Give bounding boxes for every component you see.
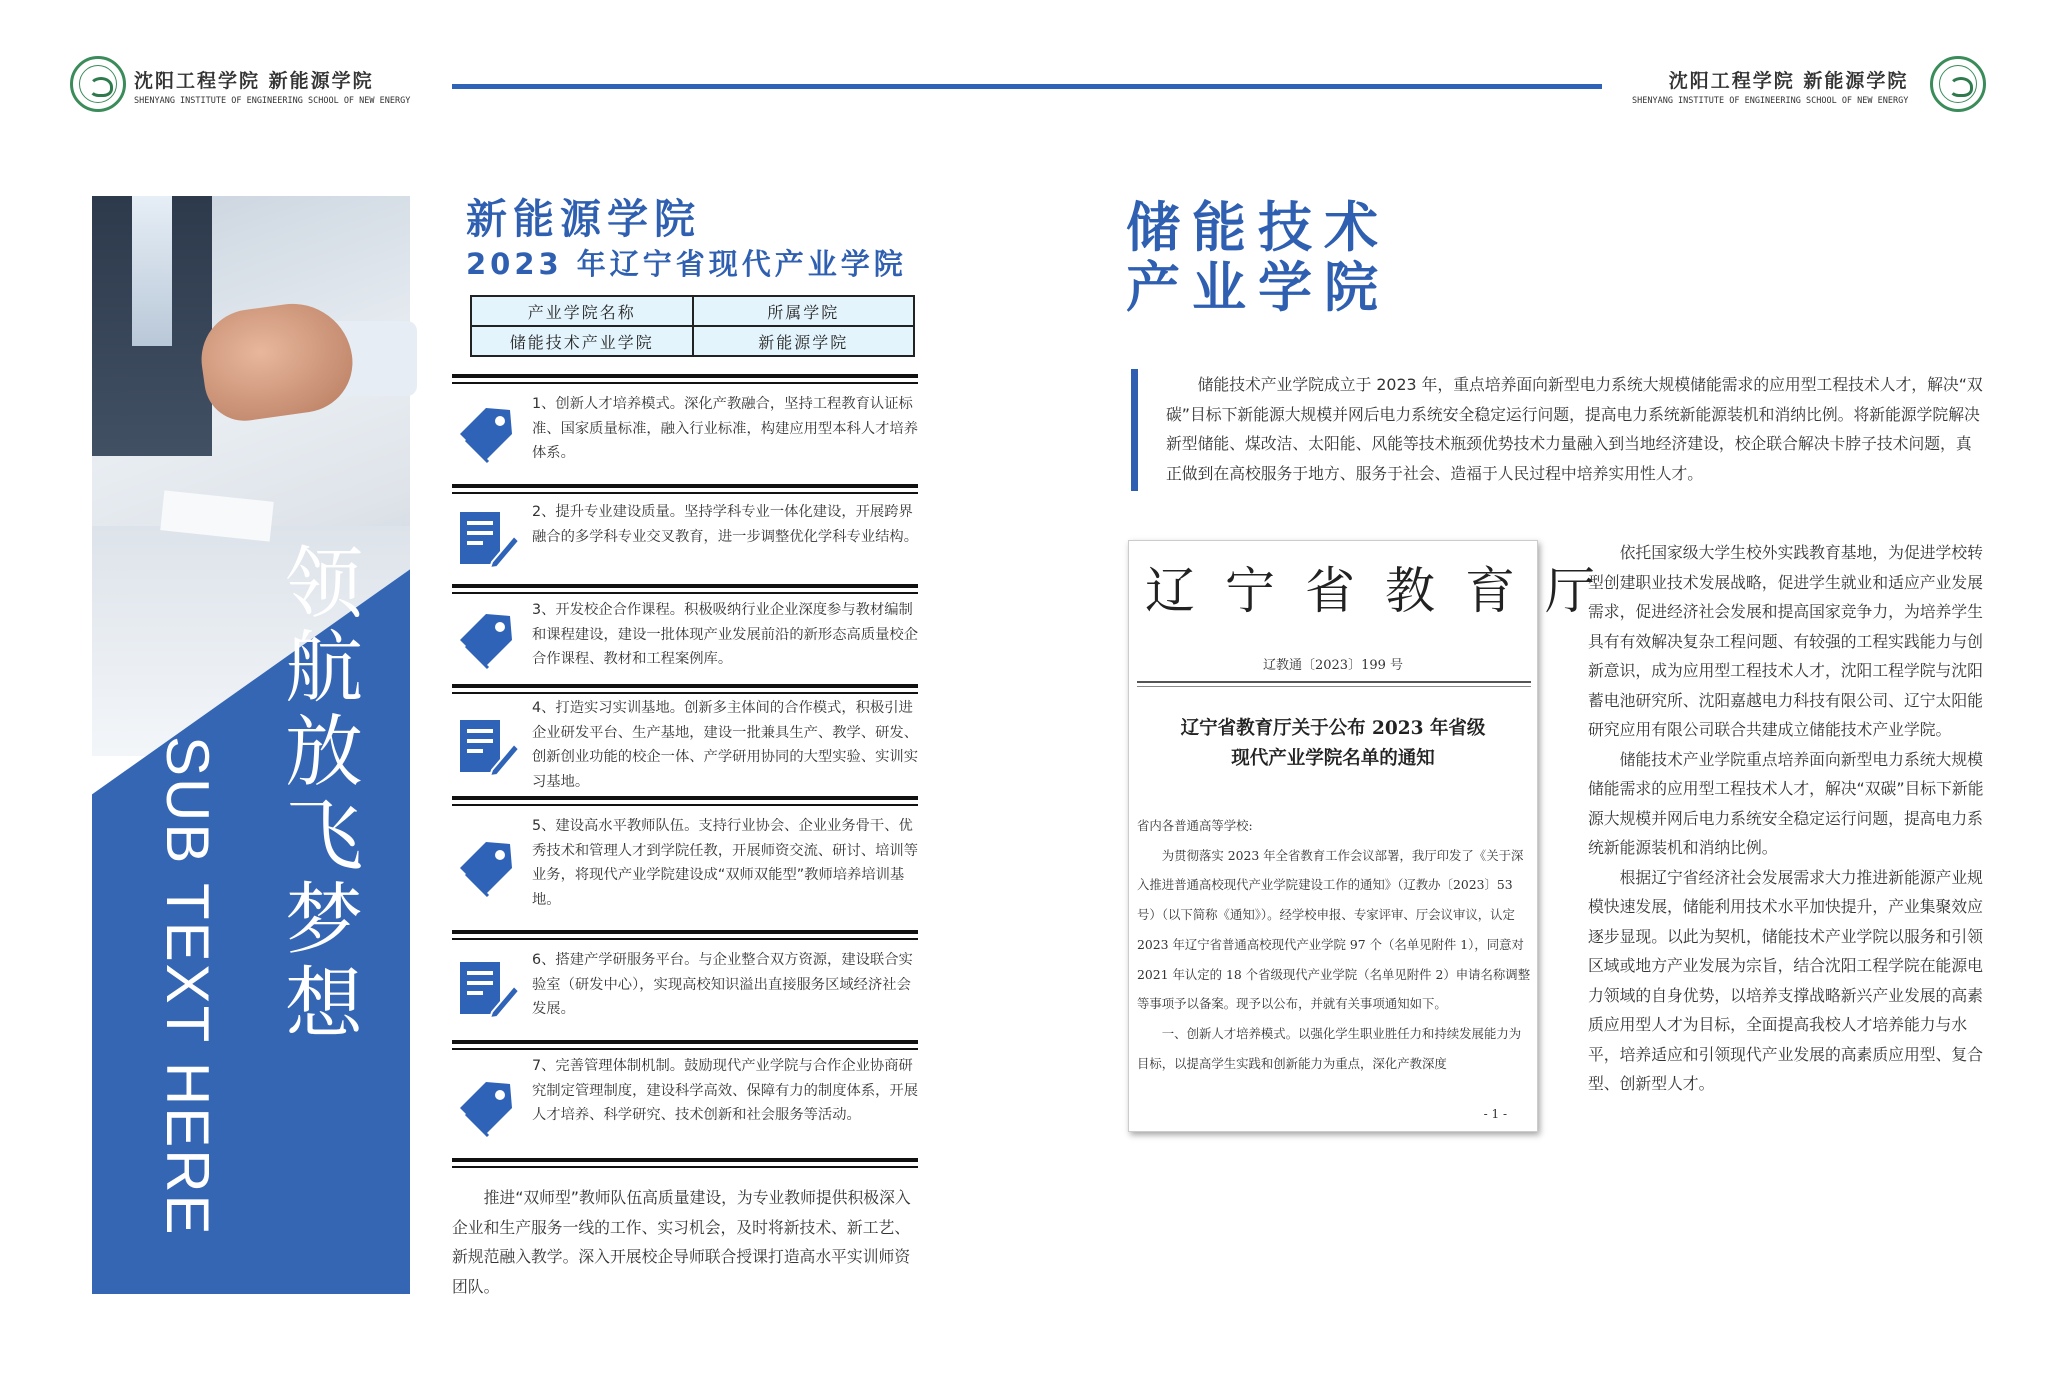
header-right-cn: 沈阳工程学院 新能源学院: [1668, 70, 1909, 92]
document-body: [1137, 811, 1533, 1078]
table-cell: 新能源学院: [693, 326, 915, 356]
college-description: [1588, 538, 1988, 1099]
document-number: 辽教通〔2023〕199 号: [1262, 658, 1404, 673]
list-item: [452, 484, 918, 584]
header-right-en: SHENYANG INSTITUTE OF ENGINEERING SCHOOL OF NEW ENERGY: [1632, 96, 1909, 106]
document-header: 辽宁省教育厅: [1145, 562, 1625, 620]
header-rule: [452, 84, 1602, 89]
intro-paragraph: 储能技术产业学院成立于 2023 年，重点培养面向新型电力系统大规模储能需求的应用型工程技术人才，解决“双碳”目标下新能源大规模并网后电力系统安全稳定运行问题，提高电力系统新能源装机和消纳比例。将新能源学院解决新型储能、煤改洁、太阳能、风能等技术瓶颈优势技术力量融入到当地经济建设，校企联合解决卡脖子技术问题，真正做到在高校服务于地方、服务于社会、造福于人民过程中培养实用性人才。: [1166, 375, 1983, 483]
list-item: [452, 584, 918, 684]
document-edit-icon: [452, 504, 522, 574]
college-title-line2: 产业学院: [1126, 256, 1390, 319]
section-subtitle: 2023 年辽宁省现代产业学院: [466, 247, 907, 281]
list-item-text: 3、开发校企合作课程。积极吸纳行业企业深度参与教材编制和课程建设，建设一批体现产业发展前沿的新形态高质量校企合作课程、教材和工程案例库。: [532, 602, 919, 667]
header-left-cn: 沈阳工程学院 新能源学院: [134, 70, 374, 92]
banner-subtext: SUB TEXT HERE: [154, 736, 221, 1237]
table-cell: 储能技术产业学院: [471, 326, 693, 356]
document-edit-icon: [452, 712, 522, 782]
document-page-number: - 1 -: [1483, 1107, 1507, 1121]
list-item: [452, 930, 918, 1040]
college-title-line1: 储能技术: [1126, 196, 1390, 259]
document-rule: [1137, 686, 1531, 687]
list-item: [452, 1040, 918, 1158]
list-item-text: 7、完善管理体制机制。鼓励现代产业学院与合作企业协商研究制定管理制度，建设科学高效、保障有力的制度体系，开展人才培养、科学研究、技术创新和社会服务等活动。: [532, 1058, 919, 1123]
document-salutation: 省内各普通高等学校:: [1137, 818, 1253, 833]
measures-list: [452, 374, 918, 1162]
document-title: [1129, 714, 1537, 774]
document-paragraph: 一、创新人才培养模式。以强化学生职业胜任力和持续发展能力为目标，以提高学生实践和创新能力为重点，深化产教深度: [1137, 1025, 1522, 1071]
list-item: [452, 374, 918, 484]
document-title-line: 现代产业学院名单的通知: [1231, 748, 1435, 769]
intro-accent-bar: [1131, 369, 1138, 491]
header-right: [1632, 66, 1908, 106]
teacher-paragraph: 推进“双师型”教师队伍高质量建设，为专业教师提供积极深入企业和生产服务一线的工作、实习机会，及时将新技术、新工艺、新规范融入教学。深入开展校企导师联合授课打造高水平实训师资团队。: [452, 1188, 911, 1296]
college-title: [1126, 198, 1390, 318]
document-edit-icon: [452, 954, 522, 1024]
college-info-table: [470, 295, 915, 357]
tag-icon: [452, 1070, 522, 1140]
document-rule: [1137, 681, 1531, 683]
description-paragraph: 根据辽宁省经济社会发展需求大力推进新能源产业规模快速发展，储能利用技术水平加快提升，产业集聚效应逐步显现。以此为契机，储能技术产业学院以服务和引领区域或地方产业发展为宗旨，结合沈阳工程学院在能源电力领域的自身优势，以培养支撑战略新兴产业发展的高素质应用型人才为目标，全面提高我校人才培养能力与水平，培养适应和引领现代产业发展的高素质应用型、复合型、创新型人才。: [1588, 867, 1983, 1093]
header-left-en: SHENYANG INSTITUTE OF ENGINEERING SCHOOL OF NEW ENERGY: [134, 96, 411, 106]
divider: [452, 1158, 918, 1162]
list-item: [452, 796, 918, 930]
list-item-text: 2、提升专业建设质量。坚持学科专业一体化建设，开展跨界融合的多学科专业交叉教育，进一步调整优化学科专业结构。: [532, 504, 919, 545]
tag-icon: [452, 396, 522, 466]
table-header-row: [471, 296, 914, 326]
school-logo-left: [70, 56, 126, 112]
header-left: [134, 66, 410, 106]
list-item-text: 4、打造实习实训基地。创新多主体间的合作模式，积极引进企业研发平台、生产基地，建设一批兼具生产、教学、研发、创新创业功能的校企一体、产学研用协同的大型实验、实训实习基地。: [532, 700, 919, 790]
section-title: 新能源学院: [466, 195, 701, 243]
list-item-text: 1、创新人才培养模式。深化产教融合，坚持工程教育认证标准、国家质量标准，融入行业标准，构建应用型本科人才培养体系。: [532, 396, 919, 461]
description-paragraph: 依托国家级大学生校外实践教育基地，为促进学校转型创建职业技术发展战略，促进学生就业和适应产业发展需求，促进经济社会发展和提高国家竞争力，为培养学生具有有效解决复杂工程问题、有较强的工程实践能力与创新意识，成为应用型工程技术人才，沈阳工程学院与沈阳蓄电池研究所、沈阳嘉越电力科技有限公司、辽宁太阳能研究应用有限公司联合共建成立储能技术产业学院。: [1588, 543, 1983, 739]
list-item: [452, 684, 918, 796]
list-item-text: 5、建设高水平教师队伍。支持行业协会、企业业务骨干、优秀技术和管理人才到学院任教，开展师资交流、研讨、培训等业务，将现代产业学院建设成“双师双能型”教师培养培训基地。: [532, 818, 919, 908]
school-logo-right: [1930, 56, 1986, 112]
document-paragraph: 为贯彻落实 2023 年全省教育工作会议部署，我厅印发了《关于深入推进普通高校现代产业学院建设工作的通知》（辽教办〔2023〕53 号）（以下简称《通知》）。经学校申报、专家评审、厅会议审议，认定 2023 年辽宁省普通高校现代产业学院 97 个（名单见附件 1），同意对 2021 年认定的 18 个省级现代产业学院（名单见附件 2）申请名称调整等事项予以备案。现予以公布，并就有关事项通知如下。: [1137, 847, 1531, 1012]
table-header-cell: 产业学院名称: [471, 296, 693, 326]
tag-icon: [452, 602, 522, 672]
side-banner: [92, 196, 410, 1294]
banner-slogan: 领航放飞梦想: [272, 542, 362, 1046]
list-item-text: 6、搭建产学研服务平台。与企业整合双方资源，建设联合实验室（研发中心），实现高校知识溢出直接服务区域经济社会发展。: [532, 952, 913, 1017]
table-header-cell: 所属学院: [693, 296, 915, 326]
notice-document-image: [1128, 540, 1625, 1132]
table-row: [471, 326, 914, 356]
tag-icon: [452, 830, 522, 900]
description-paragraph: 储能技术产业学院重点培养面向新型电力系统大规模储能需求的应用型工程技术人才，解决“双碳”目标下新能源大规模并网后电力系统安全稳定运行问题，提高电力系统新能源装机和消纳比例。: [1588, 749, 1984, 857]
document-title-line: 辽宁省教育厅关于公布 2023 年省级: [1180, 718, 1486, 739]
